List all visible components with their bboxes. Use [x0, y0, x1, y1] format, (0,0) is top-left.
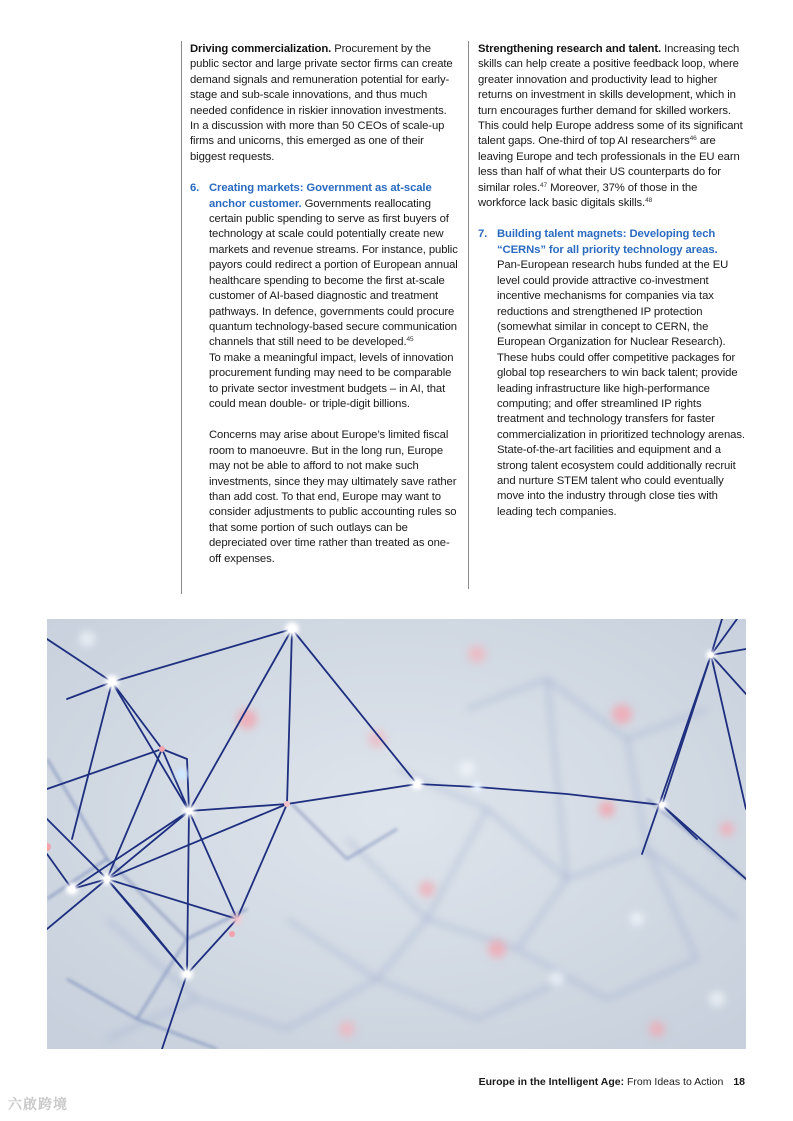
footnote-47: 47 — [540, 181, 548, 189]
watermark: 六啟跨境 — [8, 1096, 68, 1112]
intro-body-left: Procurement by the public sector and large private sector firms can create demand signals and remuneration potential for early-stage and sub-scale innovations, and thus much needed confidence in riskier innovation investments. In a discussion with more than 50 CEOs of scale-up firms and unicorns, this emerged as one of their biggest requests. — [190, 43, 453, 163]
intro-paragraph-left — [190, 42, 458, 165]
list-item-6 — [190, 181, 458, 567]
item-6-body-1: Governments reallocating certain public spending to serve as first buyers of technology at scale could potentially create new markets and revenue streams. For instance, public payors could redirect a portion of European annual healthcare spending to become the first at-scale customer of AI-based diagnostic and treatment pathways. In defence, governments could procure quantum technology-based secure communication channels that still need to be developed. — [209, 197, 458, 349]
column-divider-right — [468, 41, 469, 589]
item-6-heading: Creating markets: Government as at-scale anchor customer. — [209, 182, 432, 210]
left-column — [190, 42, 458, 567]
intro-paragraph-right — [478, 42, 748, 211]
intro-body-right-2: are leaving Europe and tech professionals in the EU earn less than half of what their US counterparts do for similar roles. — [478, 135, 740, 194]
item-7-body: Pan-European research hubs funded at the EU level could provide attractive co-investment incentive mechanisms for companies via tax reductions and strengthened IP protection (somewhat similar in concept to CERN, the European Organization for Nuclear Research). These hubs could offer competitive packages for global top researchers to win back talent; provide leading infrastructure like high-performance computing; and offer streamlined IP rights treatment and technology transfers for faster commercialization in prioritized technology arenas. State-of-the-art facilities and equipment and a strong talent ecosystem could additionally recruit and nurture STEM talent who could eventually move into the industry through close ties with leading tech companies. — [497, 259, 745, 518]
page-number: 18 — [733, 1076, 745, 1088]
item-number-7: 7. — [478, 228, 488, 241]
item-number-6: 6. — [190, 182, 200, 195]
footnote-48: 48 — [645, 197, 653, 205]
network-illustration — [47, 619, 746, 1049]
item-7-heading: Building talent magnets: Developing tech “CERNs” for all priority technology areas. — [497, 228, 718, 256]
list-item-7 — [478, 227, 748, 520]
intro-lead-right: Strengthening research and talent. — [478, 43, 662, 55]
footnote-46: 46 — [689, 135, 697, 143]
column-divider-left — [181, 41, 182, 594]
page-footer — [380, 1076, 745, 1088]
item-7-paragraph — [497, 227, 748, 520]
item-6-body-2: To make a meaningful impact, levels of innovation procurement funding may need to be comparable to private sector investment budgets – in AI, that could mean double- or triple-digit billions. — [209, 351, 454, 410]
footer-title-rest: From Ideas to Action — [624, 1076, 724, 1088]
intro-body-right-3: Moreover, 37% of those in the workforce lack basic digitals skills. — [478, 181, 698, 210]
footer-title-bold: Europe in the Intelligent Age: — [478, 1076, 625, 1088]
item-6-paragraph — [209, 181, 458, 350]
intro-lead-left: Driving commercialization. — [190, 43, 332, 55]
intro-body-right-1: Increasing tech skills can help create a positive feedback loop, where greater innovation and productivity lead to higher returns on investment in skills development, which in turn encourages further demand for skilled workers. This could help Europe address some of its significant talent gaps. One-third of top AI researchers — [478, 43, 743, 148]
item-6-body-3: Concerns may arise about Europe’s limited fiscal room to manoeuvre. But in the long run, Europe may not be able to afford to not make such investments, since they may ultimately save rather than add cost. To that end, Europe may want to consider adjustments to public accounting rules so that some portion of such outlays can be depreciated over time rather than treated as one-off expenses. — [209, 429, 457, 565]
right-column — [478, 42, 748, 520]
network-illustration-svg — [47, 619, 746, 1049]
footnote-45: 45 — [406, 336, 414, 344]
